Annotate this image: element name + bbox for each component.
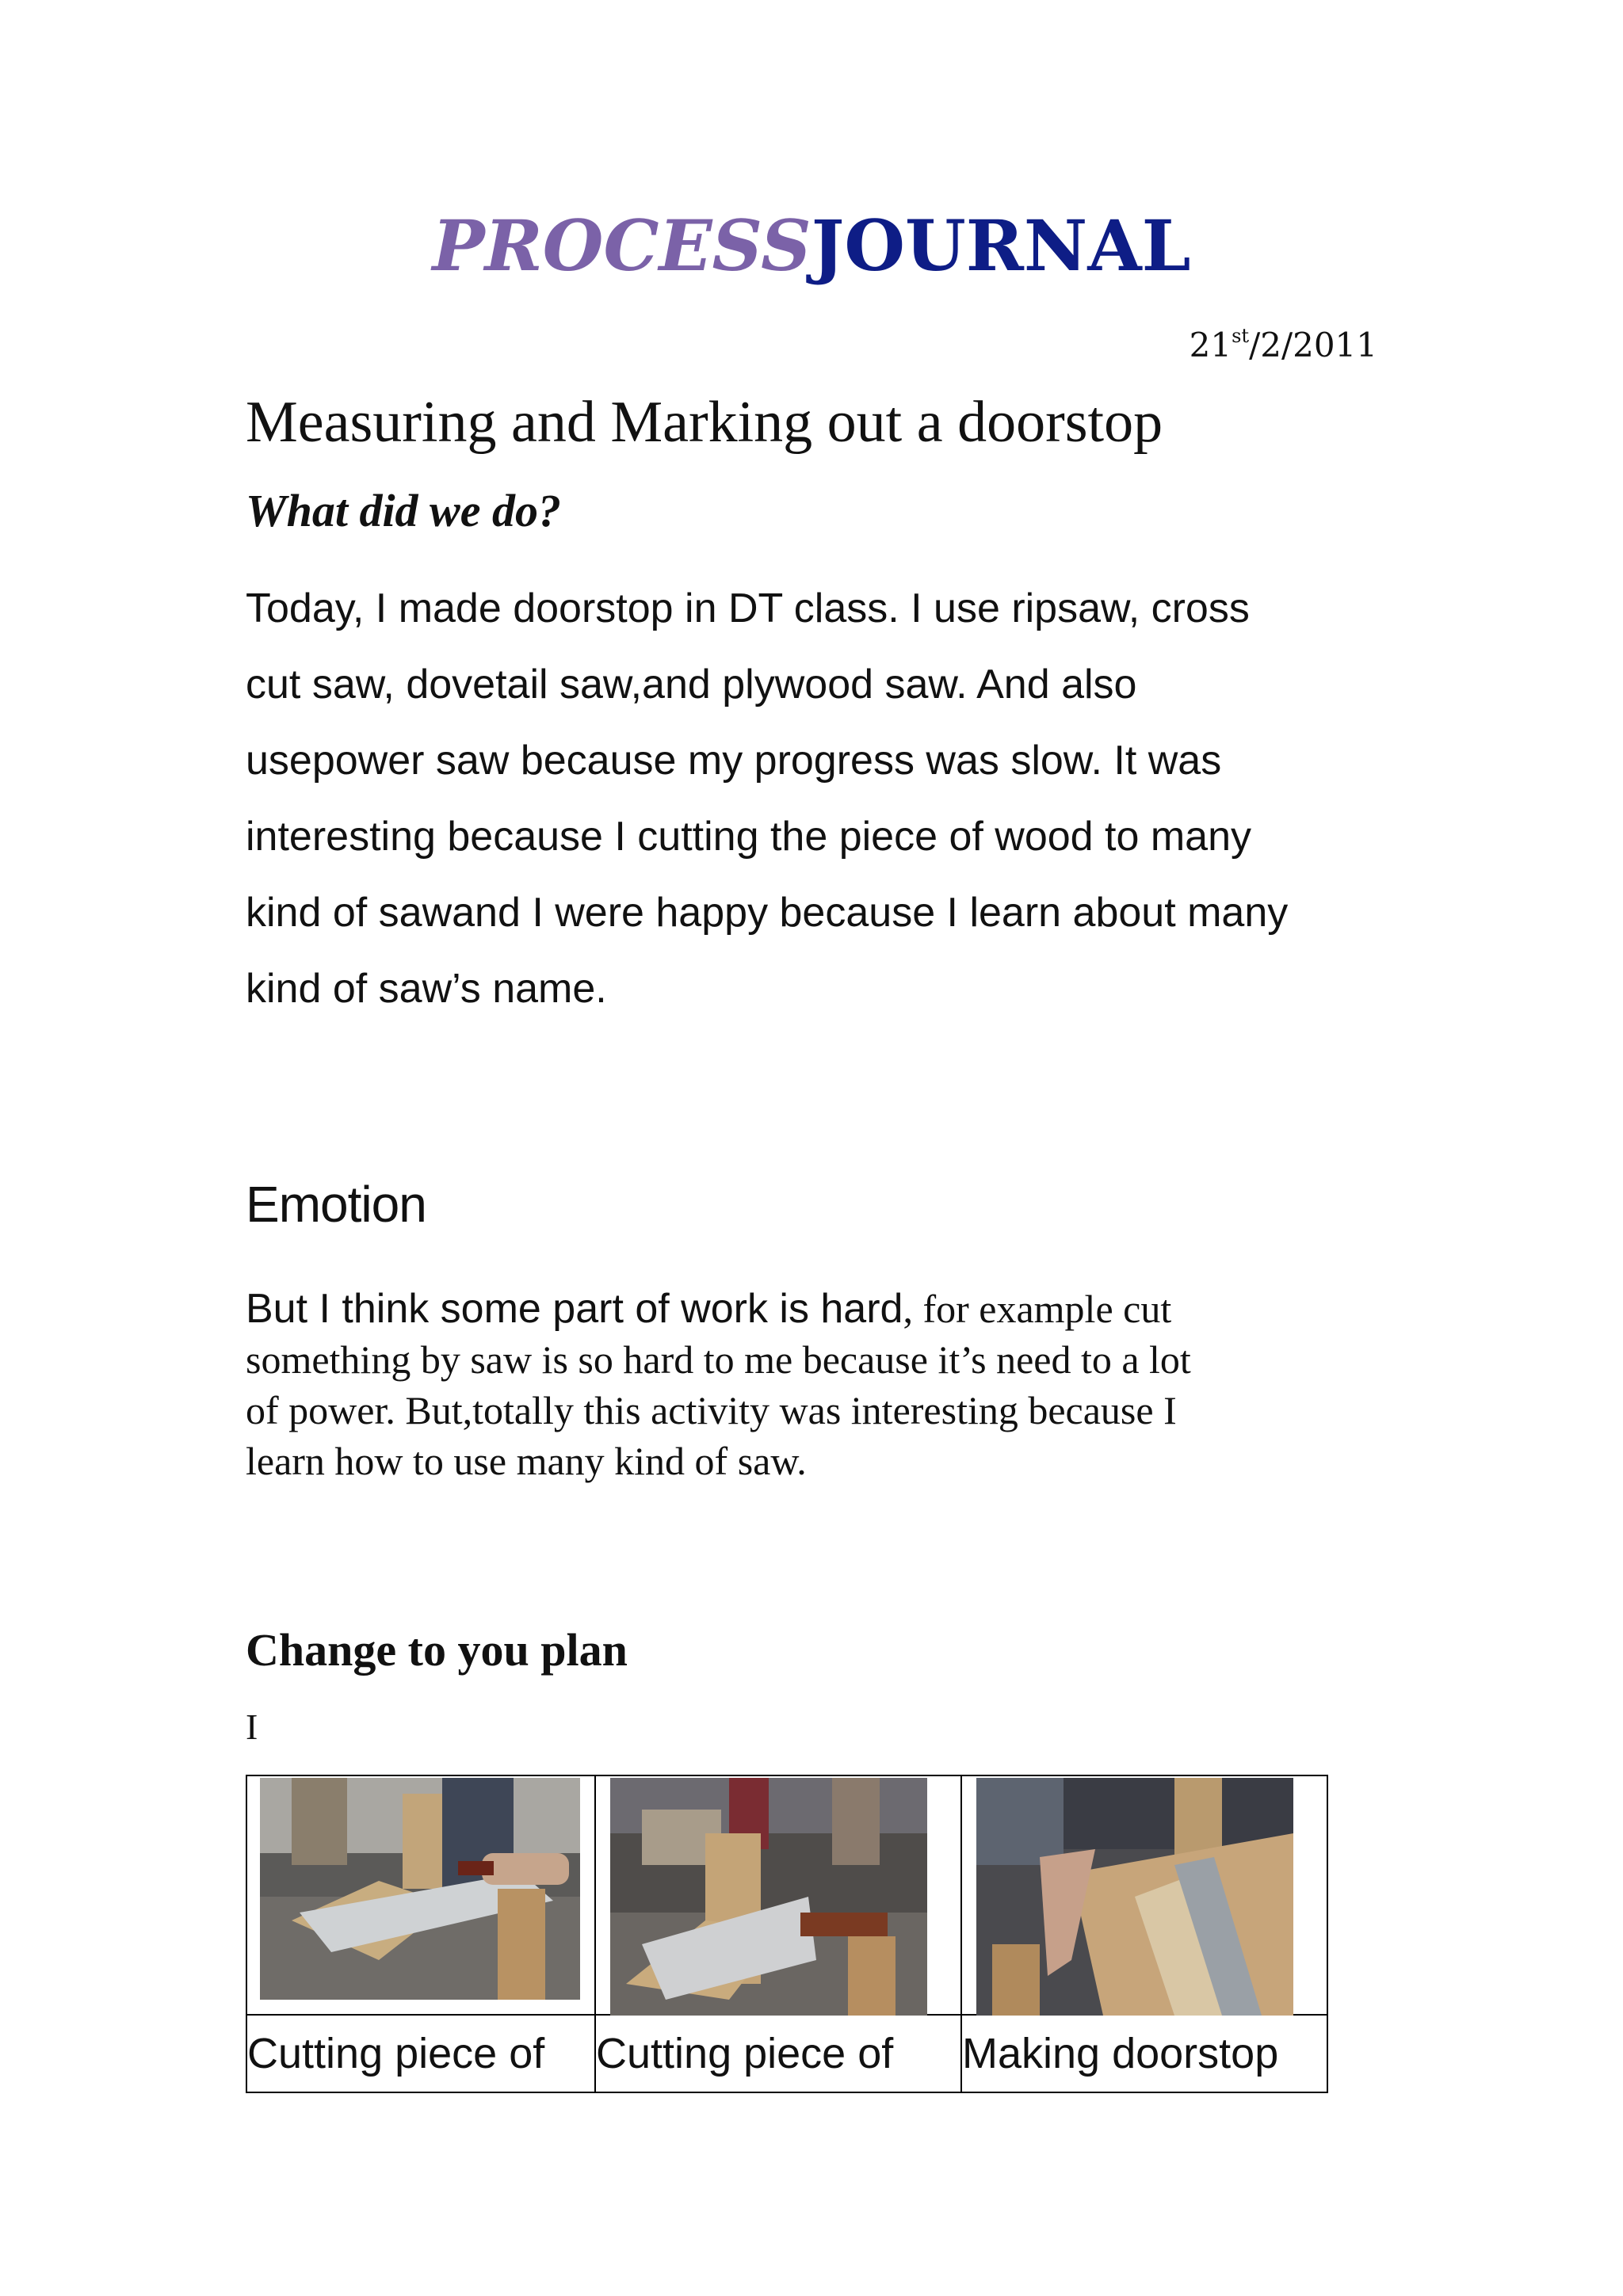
- photo-caption: Cutting piece of: [246, 2015, 595, 2092]
- photo-cell: [246, 1775, 595, 2015]
- activity-line: usepower saw because my progress was slow. It was: [246, 738, 1222, 784]
- title-journal: JOURNAL: [811, 204, 1191, 287]
- title-process: PROCESS: [432, 204, 812, 287]
- emotion-lead-text: But I think some part of work is hard: [246, 1286, 903, 1332]
- what-did-we-do-heading: What did we do?: [246, 485, 561, 536]
- page-title: [0, 202, 1623, 289]
- activity-paragraph: [246, 570, 1387, 1027]
- change-plan-heading: Change to you plan: [246, 1624, 628, 1676]
- stray-text: I: [246, 1707, 258, 1747]
- emotion-heading: Emotion: [246, 1176, 426, 1233]
- activity-line: kind of sawand I were happy because I learn about many: [246, 890, 1289, 936]
- activity-line: cut saw, dovetail saw,and plywood saw. And also: [246, 662, 1137, 707]
- photo-caption: Cutting piece of: [595, 2015, 961, 2092]
- photo-cell: [961, 1775, 1327, 2015]
- date-suffix: st: [1232, 325, 1250, 347]
- activity-line: kind of saw’s name.: [246, 966, 607, 1012]
- activity-line: interesting because I cutting the piece of wood to many: [246, 814, 1251, 860]
- photo-row: [246, 1775, 1327, 2015]
- emotion-line: [246, 1283, 1387, 1334]
- emotion-lead-rest: , for example cut: [903, 1287, 1172, 1331]
- journal-date: [1190, 312, 1377, 369]
- photo-cutting-wood-2: [610, 1778, 927, 2016]
- activity-line: Today, I made doorstop in DT class. I use ripsaw, cross: [246, 585, 1250, 631]
- emotion-line: of power. But,totally this activity was interesting because I: [246, 1388, 1177, 1432]
- photo-cell: [595, 1775, 961, 2015]
- photo-making-doorstop: [976, 1778, 1293, 2016]
- emotion-line: learn how to use many kind of saw.: [246, 1439, 807, 1483]
- photo-cutting-wood-1: [260, 1778, 580, 2000]
- date-rest: /2/2011: [1249, 326, 1377, 364]
- photo-table: [246, 1775, 1328, 2093]
- caption-row: [246, 2015, 1327, 2092]
- emotion-paragraph: [246, 1283, 1387, 1486]
- photo-caption: Making doorstop: [961, 2015, 1327, 2092]
- section-heading: Measuring and Marking out a doorstop: [246, 390, 1163, 455]
- emotion-line: something by saw is so hard to me because it’s need to a lot: [246, 1337, 1191, 1382]
- date-day: 21: [1189, 326, 1232, 364]
